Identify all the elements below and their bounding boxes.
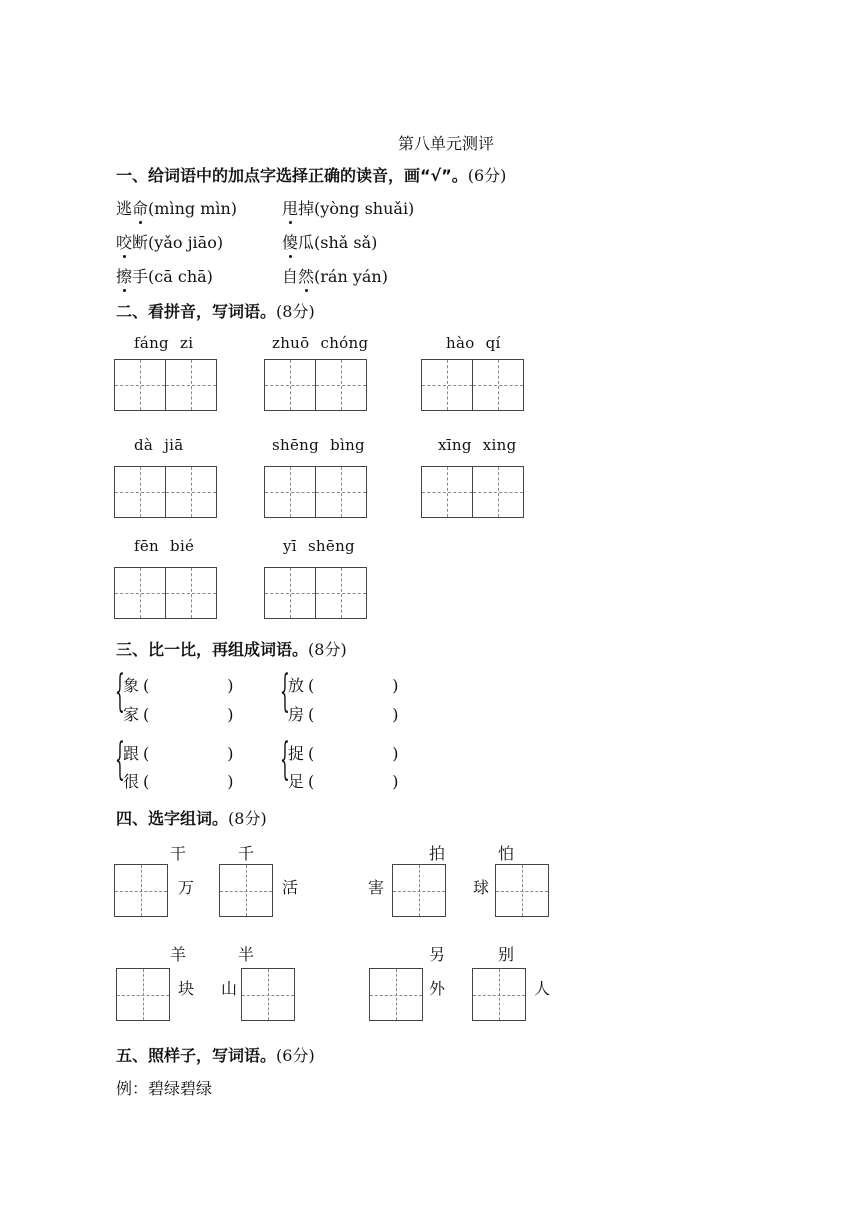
writing-grid[interactable]: [114, 567, 217, 619]
paren-open: (: [308, 676, 315, 695]
paren-close: ): [392, 705, 399, 724]
dotted-char: 命: [132, 196, 148, 219]
compare-char: 很: [123, 772, 140, 791]
word-char: 外: [429, 979, 446, 998]
section-3-heading-text: 三、比一比，再组成词语。: [116, 640, 309, 659]
pinyin-options[interactable]: (rán yán): [314, 267, 388, 286]
grid-cell[interactable]: [421, 359, 473, 411]
compare-char: 足: [288, 772, 305, 791]
pinyin-label: shēng bìng: [272, 436, 365, 454]
grid-cell[interactable]: [114, 466, 166, 518]
grid-cell[interactable]: [114, 359, 166, 411]
section-3-points: (8分): [308, 640, 347, 659]
answer-box[interactable]: [219, 864, 273, 917]
section-5-heading: [116, 1043, 315, 1066]
section-4-points: (8分): [228, 809, 267, 828]
compare-row: [288, 741, 399, 764]
paren-open: (: [143, 705, 150, 724]
choice-char: 羊: [170, 945, 187, 964]
word-char: 山: [221, 979, 238, 998]
pinyin-options[interactable]: (shǎ sǎ): [314, 233, 378, 252]
choice-char: 另: [429, 945, 446, 964]
answer-box[interactable]: [116, 968, 170, 1021]
answer-box[interactable]: [114, 864, 168, 917]
grid-cell[interactable]: [264, 359, 316, 411]
compare-row: [123, 741, 234, 764]
compare-char: 捉: [288, 744, 305, 763]
section-1-points: (6分): [467, 166, 507, 185]
compare-row: [288, 769, 399, 792]
pinyin-label: xīng xing: [438, 436, 517, 454]
grid-cell[interactable]: [316, 466, 367, 518]
section-3-heading: [116, 637, 347, 660]
compare-char: 放: [288, 676, 305, 695]
compare-row: [288, 673, 399, 696]
paren-close: ): [392, 744, 399, 763]
paren-open: (: [308, 744, 315, 763]
compare-char: 跟: [123, 744, 140, 763]
grid-cell[interactable]: [114, 567, 166, 619]
word-char: 人: [534, 979, 551, 998]
choice-char: 半: [238, 945, 255, 964]
word-char: 自: [282, 267, 299, 286]
paren-close: ): [227, 772, 234, 791]
pinyin-options[interactable]: (yòng shuǎi): [314, 199, 415, 218]
word-char: 害: [368, 878, 385, 897]
word-char: 瓜: [298, 233, 315, 252]
pinyin-label: yī shēng: [283, 537, 355, 555]
word-char: 球: [473, 878, 490, 897]
section-2-points: (8分): [276, 302, 315, 321]
grid-cell[interactable]: [166, 466, 217, 518]
section-1-heading-text: 一、给词语中的加点字选择正确的读音，画“√”。: [116, 166, 468, 185]
grid-cell[interactable]: [316, 359, 367, 411]
paren-close: ): [392, 772, 399, 791]
section-1-heading: [116, 163, 506, 186]
dotted-char: 傻: [282, 230, 298, 253]
s1-item-5: [116, 264, 213, 287]
pinyin-label: fáng zi: [134, 334, 194, 352]
section-4-heading-text: 四、选字组词。: [116, 809, 229, 828]
s1-item-3: [116, 230, 223, 253]
compare-char: 象: [123, 676, 140, 695]
brace-icon: {: [115, 666, 125, 717]
paren-close: ): [392, 676, 399, 695]
grid-cell[interactable]: [421, 466, 473, 518]
pinyin-options[interactable]: (mìng mìn): [148, 199, 238, 218]
s1-item-2: [282, 196, 414, 219]
writing-grid[interactable]: [264, 359, 367, 411]
grid-cell[interactable]: [473, 359, 524, 411]
pinyin-options[interactable]: (yǎo jiāo): [148, 233, 224, 252]
section-2-heading: [116, 299, 315, 322]
pinyin-label: fēn bié: [134, 537, 195, 555]
compare-row: [123, 702, 234, 725]
pinyin-options[interactable]: (cā chā): [148, 267, 213, 286]
page-title: 第八单元测评: [398, 134, 495, 153]
answer-box[interactable]: [472, 968, 526, 1021]
compare-char: 房: [288, 705, 305, 724]
compare-row: [288, 702, 399, 725]
pinyin-label: hào qí: [446, 334, 501, 352]
compare-row: [123, 769, 234, 792]
writing-grid[interactable]: [264, 567, 367, 619]
compare-row: [123, 673, 234, 696]
word-char: 断: [132, 233, 149, 252]
choice-char: 干: [170, 844, 187, 863]
word-char: 万: [178, 878, 195, 897]
pinyin-label: zhuō chóng: [272, 334, 369, 352]
paren-open: (: [308, 772, 315, 791]
answer-box[interactable]: [369, 968, 423, 1021]
compare-char: 家: [123, 705, 140, 724]
s1-item-1: [116, 196, 237, 219]
choice-char: 拍: [429, 844, 446, 863]
writing-grid[interactable]: [264, 466, 367, 518]
example-text: 例：碧绿碧绿: [116, 1079, 213, 1098]
brace-icon: {: [280, 734, 290, 785]
grid-cell[interactable]: [264, 466, 316, 518]
pinyin-label: dà jiā: [134, 436, 184, 454]
grid-cell[interactable]: [316, 567, 367, 619]
section-4-heading: [116, 806, 267, 829]
dotted-char: 擦: [116, 264, 132, 287]
word-char: 手: [132, 267, 149, 286]
s1-item-6: [282, 264, 388, 287]
grid-cell[interactable]: [264, 567, 316, 619]
paren-close: ): [227, 705, 234, 724]
grid-cell[interactable]: [473, 466, 524, 518]
answer-box[interactable]: [241, 968, 295, 1021]
dotted-char: 咬: [116, 230, 132, 253]
brace-icon: {: [280, 666, 290, 717]
word-char: 掉: [298, 199, 315, 218]
word-char: 逃: [116, 199, 133, 218]
dotted-char: 甩: [282, 196, 298, 219]
choice-char: 别: [498, 945, 515, 964]
dotted-char: 然: [298, 264, 314, 287]
paren-open: (: [143, 772, 150, 791]
choice-char: 怕: [498, 844, 515, 863]
writing-grid[interactable]: [421, 359, 524, 411]
paren-open: (: [308, 705, 315, 724]
paren-close: ): [227, 676, 234, 695]
writing-grid[interactable]: [421, 466, 524, 518]
paren-open: (: [143, 744, 150, 763]
brace-icon: {: [115, 734, 125, 785]
word-char: 块: [178, 979, 195, 998]
section-5-heading-text: 五、照样子，写词语。: [116, 1046, 277, 1065]
grid-cell[interactable]: [166, 567, 217, 619]
paren-close: ): [227, 744, 234, 763]
s1-item-4: [282, 230, 377, 253]
answer-box[interactable]: [495, 864, 549, 917]
section-5-points: (6分): [276, 1046, 315, 1065]
paren-open: (: [143, 676, 150, 695]
word-char: 活: [282, 878, 299, 897]
choice-char: 千: [238, 844, 255, 863]
writing-grid[interactable]: [114, 466, 217, 518]
section-2-heading-text: 二、看拼音，写词语。: [116, 302, 277, 321]
writing-grid[interactable]: [114, 359, 217, 411]
grid-cell[interactable]: [166, 359, 217, 411]
answer-box[interactable]: [392, 864, 446, 917]
